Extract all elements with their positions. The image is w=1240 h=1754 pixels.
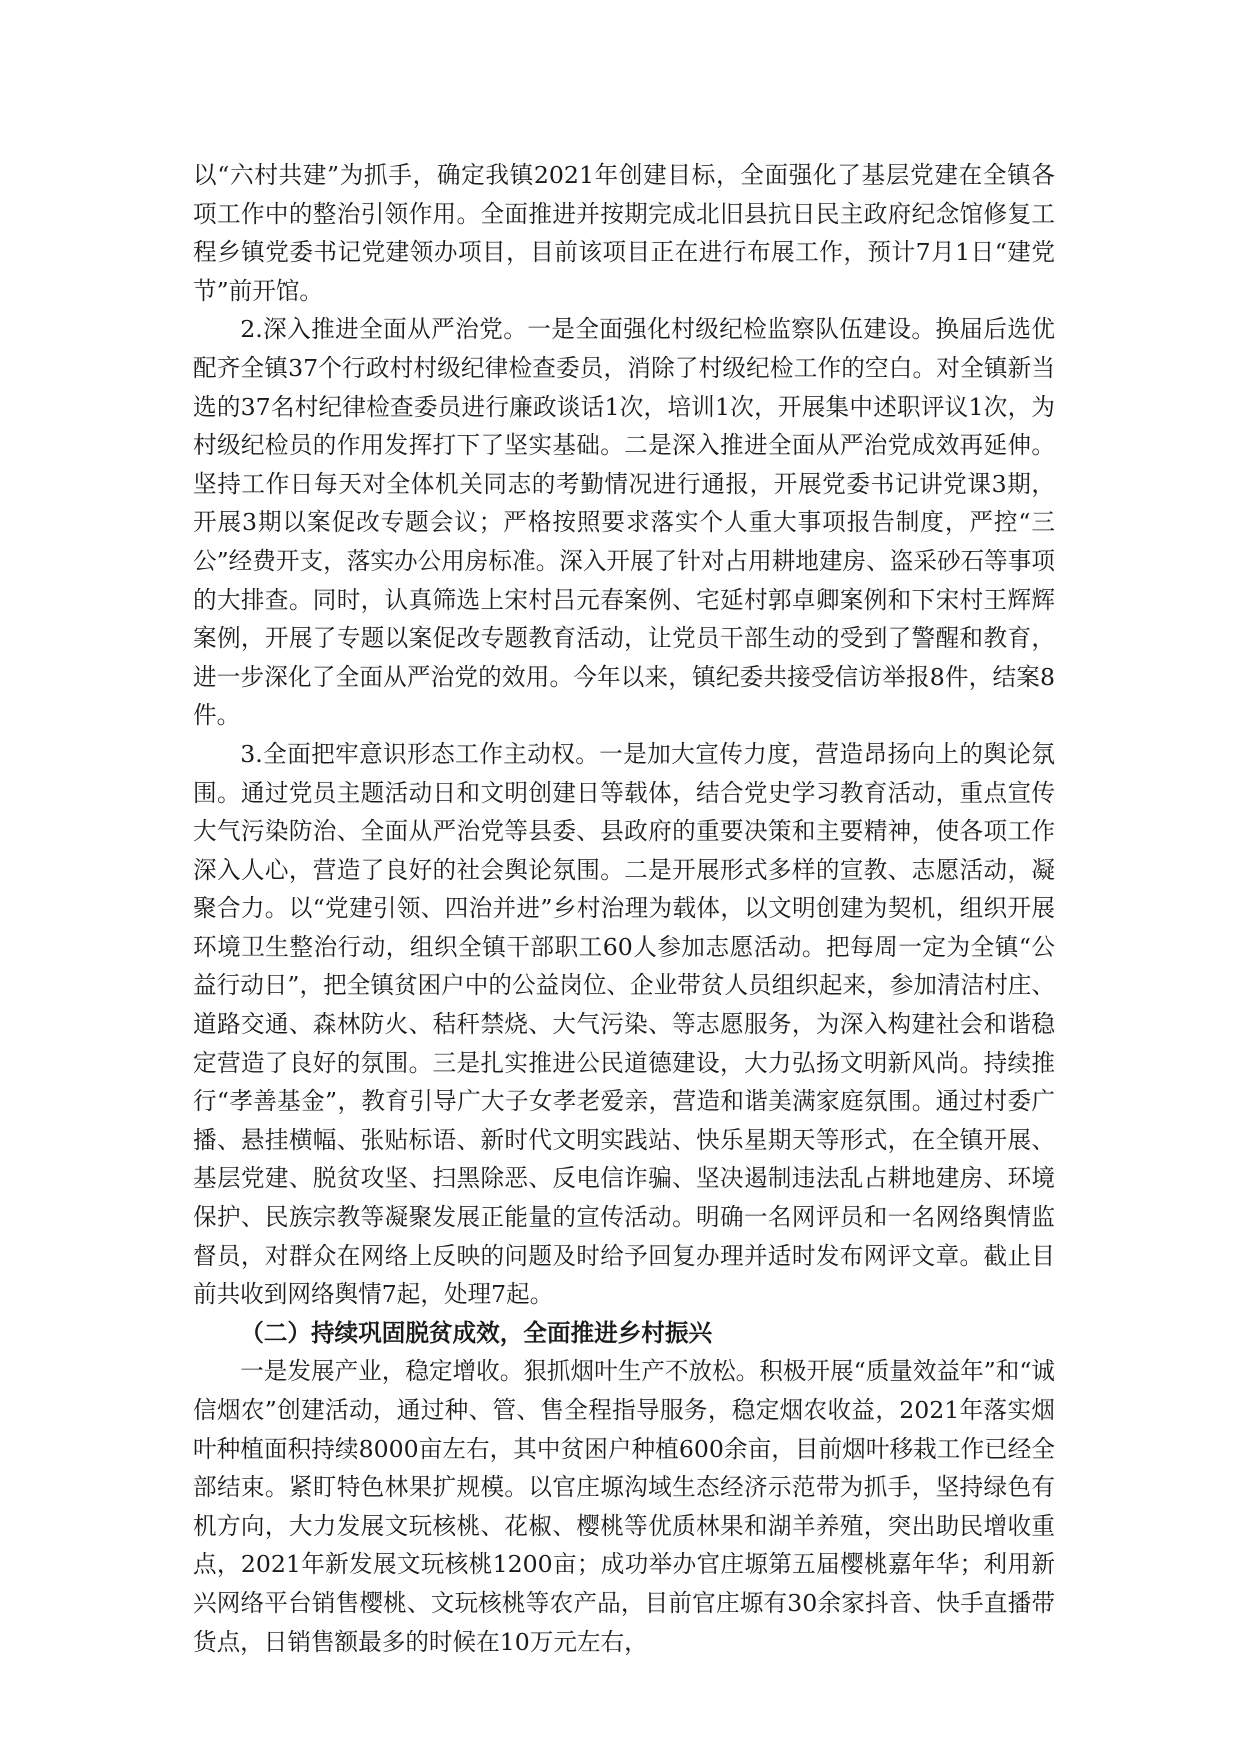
section-heading-poverty-alleviation: （二）持续巩固脱贫成效，全面推进乡村振兴 — [240, 1318, 713, 1347]
paragraph-continuation: 以“六村共建”为抓手，确定我镇2021年创建目标，全面强化了基层党建在全镇各项工作中的整治引领作用。全面推进并按期完成北旧县抗日民主政府纪念馆修复工程乡镇党委书记党建领办项目，目前该项目正在进行布展工作，预计7月1日“建党节”前开馆。 — [193, 161, 1055, 305]
paragraph-ideology-work: 3.全面把牢意识形态工作主动权。一是加大宣传力度，营造昂扬向上的舆论氛围。通过党员主题活动日和文明创建日等载体，结合党史学习教育活动，重点宣传大气污染防治、全面从严治党等县委、县政府的重要决策和主要精神，使各项工作深入人心，营造了良好的社会舆论氛围。二是开展形式多样的宣教、志愿活动，凝聚合力。以“党建引领、四治并进”乡村治理为载体，以文明创建为契机，组织开展环境卫生整治行动，组织全镇干部职工60人参加志愿活动。把每周一定为全镇“公益行动日”，把全镇贫困户中的公益岗位、企业带贫人员组织起来，参加清洁村庄、道路交通、森林防火、秸秆禁烧、大气污染、等志愿服务，为深入构建社会和谐稳定营造了良好的氛围。三是扎实推进公民道德建设，大力弘扬文明新风尚。持续推行“孝善基金”，教育引导广大子女孝老爱亲，营造和谐美满家庭氛围。通过村委广播、悬挂横幅、张贴标语、新时代文明实践站、快乐星期天等形式，在全镇开展、基层党建、脱贫攻坚、扫黑除恶、反电信诈骗、坚决遏制违法乱占耕地建房、环境保护、民族宗教等凝聚发展正能量的宣传活动。明确一名网评员和一名网络舆情监督员，对群众在网络上反映的问题及时给予回复办理并适时发布网评文章。截止目前共收到网络舆情7起，处理7起。 — [193, 739, 1055, 1309]
document-page — [193, 156, 1055, 1661]
paragraph-strict-party-governance: 2.深入推进全面从严治党。一是全面强化村级纪检监察队伍建设。换届后选优配齐全镇37个行政村村级纪律检查委员，消除了村级纪检工作的空白。对全镇新当选的37名村纪律检查委员进行廉政谈话1次，培训1次，开展集中述职评议1次，为村级纪检员的作用发挥打下了坚实基础。二是深入推进全面从严治党成效再延伸。坚持工作日每天对全体机关同志的考勤情况进行通报，开展党委书记讲党课3期，开展3期以案促改专题会议；严格按照要求落实个人重大事项报告制度，严控“三公”经费开支，落实办公用房标准。深入开展了针对占用耕地建房、盗采砂石等事项的大排查。同时，认真筛选上宋村吕元春案例、宅延村郭卓卿案例和下宋村王辉辉案例，开展了专题以案促改专题教育活动，让党员干部生动的受到了警醒和教育，进一步深化了全面从严治党的效用。今年以来，镇纪委共接受信访举报8件，结案8件。 — [193, 315, 1055, 730]
paragraph-industry-development: 一是发展产业，稳定增收。狠抓烟叶生产不放松。积极开展“质量效益年”和“诚信烟农”创建活动，通过种、管、售全程指导服务，稳定烟农收益，2021年落实烟叶种植面积持续8000亩左右，其中贫困户种植600余亩，目前烟叶移栽工作已经全部结束。紧盯特色林果扩规模。以官庄塬沟域生态经济示范带为抓手，坚持绿色有机方向，大力发展文玩核桃、花椒、樱桃等优质林果和湖羊养殖，突出助民增收重点，2021年新发展文玩核桃1200亩；成功举办官庄塬第五届樱桃嘉年华；利用新兴网络平台销售樱桃、文玩核桃等农产品，目前官庄塬有30余家抖音、快手直播带货点，日销售额最多的时候在10万元左右， — [193, 1357, 1055, 1656]
